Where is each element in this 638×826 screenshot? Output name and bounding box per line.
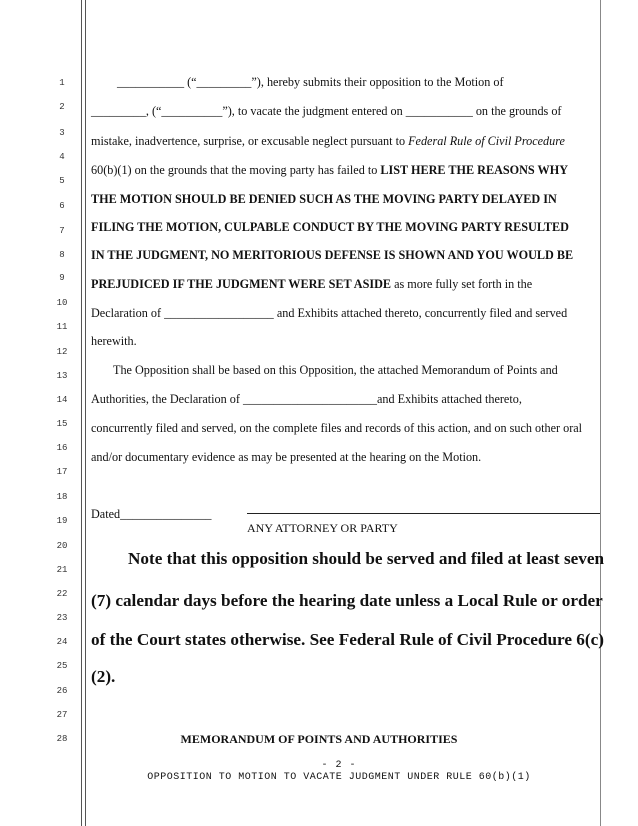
line-number: 21 [56, 565, 68, 575]
signature-caption: ANY ATTORNEY OR PARTY [247, 521, 398, 535]
note-line: Note that this opposition should be served and filed at least seven [128, 549, 605, 568]
body-text: 60(b)(1) on the grounds that the moving party has failed to [91, 163, 381, 177]
left-margin-rule [81, 0, 82, 826]
body-line: The Opposition shall be based on this Opposition, the attached Memorandum of Points and [113, 363, 558, 377]
line-number: 27 [56, 710, 68, 720]
note-line: (2). [91, 667, 116, 686]
line-number: 18 [56, 492, 68, 502]
line-number: 9 [59, 273, 65, 283]
line-number: 4 [59, 152, 65, 162]
body-line [91, 248, 606, 262]
line-number: 11 [56, 322, 68, 332]
body-line: Authorities, the Declaration of ______________________and Exhibits attached thereto, [91, 392, 522, 406]
line-number: 22 [56, 589, 68, 599]
body-line: ___________ (“_________”), hereby submits their opposition to the Motion of [117, 75, 504, 89]
body-line [91, 277, 606, 291]
line-number: 12 [56, 347, 68, 357]
signature-line [247, 513, 600, 514]
body-line [91, 163, 606, 177]
line-number: 2 [59, 102, 65, 112]
line-number: 3 [59, 128, 65, 138]
body-line: herewith. [91, 334, 137, 348]
line-number: 25 [56, 661, 68, 671]
instruction-text: LIST HERE THE REASONS WHY [380, 163, 569, 177]
line-number: 7 [59, 226, 65, 236]
instruction-text: FILING THE MOTION, CULPABLE CONDUCT BY THE MOVING PARTY RESULTED [91, 220, 569, 234]
body-line [91, 192, 606, 206]
line-number: 13 [56, 371, 68, 381]
line-number: 28 [56, 734, 68, 744]
right-margin-rule [600, 0, 601, 826]
memorandum-heading: MEMORANDUM OF POINTS AND AUTHORITIES [180, 732, 458, 746]
body-line [91, 134, 606, 148]
line-number: 1 [59, 78, 65, 88]
rule-citation: Federal Rule of Civil Procedure [408, 134, 565, 148]
line-number: 16 [56, 443, 68, 453]
line-number: 8 [59, 250, 65, 260]
note-line: of the Court states otherwise. See Federal Rule of Civil Procedure 6(c) [91, 630, 604, 649]
line-number: 19 [56, 516, 68, 526]
line-number: 24 [56, 637, 68, 647]
line-number: 10 [56, 298, 68, 308]
instruction-text: IN THE JUDGMENT, NO MERITORIOUS DEFENSE IS SHOWN AND YOU WOULD BE [91, 248, 574, 262]
line-number: 26 [56, 686, 68, 696]
line-number: 14 [56, 395, 68, 405]
body-text: mistake, inadvertence, surprise, or excusable neglect pursuant to [91, 134, 409, 148]
line-number: 6 [59, 201, 65, 211]
line-number: 15 [56, 419, 68, 429]
line-number: 17 [56, 467, 68, 477]
note-line: (7) calendar days before the hearing date unless a Local Rule or order [91, 591, 603, 610]
body-line: concurrently filed and served, on the complete files and records of this action, and on such other oral [91, 421, 583, 435]
instruction-text: PREJUDICED IF THE JUDGMENT WERE SET ASIDE [91, 277, 392, 291]
page-number: - 2 - [321, 760, 357, 771]
body-line: Declaration of __________________ and Exhibits attached thereto, concurrently filed and served [91, 306, 568, 320]
instruction-text: THE MOTION SHOULD BE DENIED SUCH AS THE MOVING PARTY DELAYED IN [91, 192, 557, 206]
left-margin-rule-inner [85, 0, 86, 826]
page-footer: OPPOSITION TO MOTION TO VACATE JUDGMENT UNDER RULE 60(b)(1) [147, 772, 531, 783]
line-number: 23 [56, 613, 68, 623]
body-text: as more fully set forth in the [391, 277, 533, 291]
body-line: _________, (“__________”), to vacate the judgment entered on ___________ on the grounds of [91, 104, 562, 118]
body-line [91, 220, 606, 234]
line-number: 5 [59, 176, 65, 186]
line-number: 20 [56, 541, 68, 551]
body-line: and/or documentary evidence as may be presented at the hearing on the Motion. [91, 450, 482, 464]
dated-field: Dated_______________ [91, 507, 212, 521]
